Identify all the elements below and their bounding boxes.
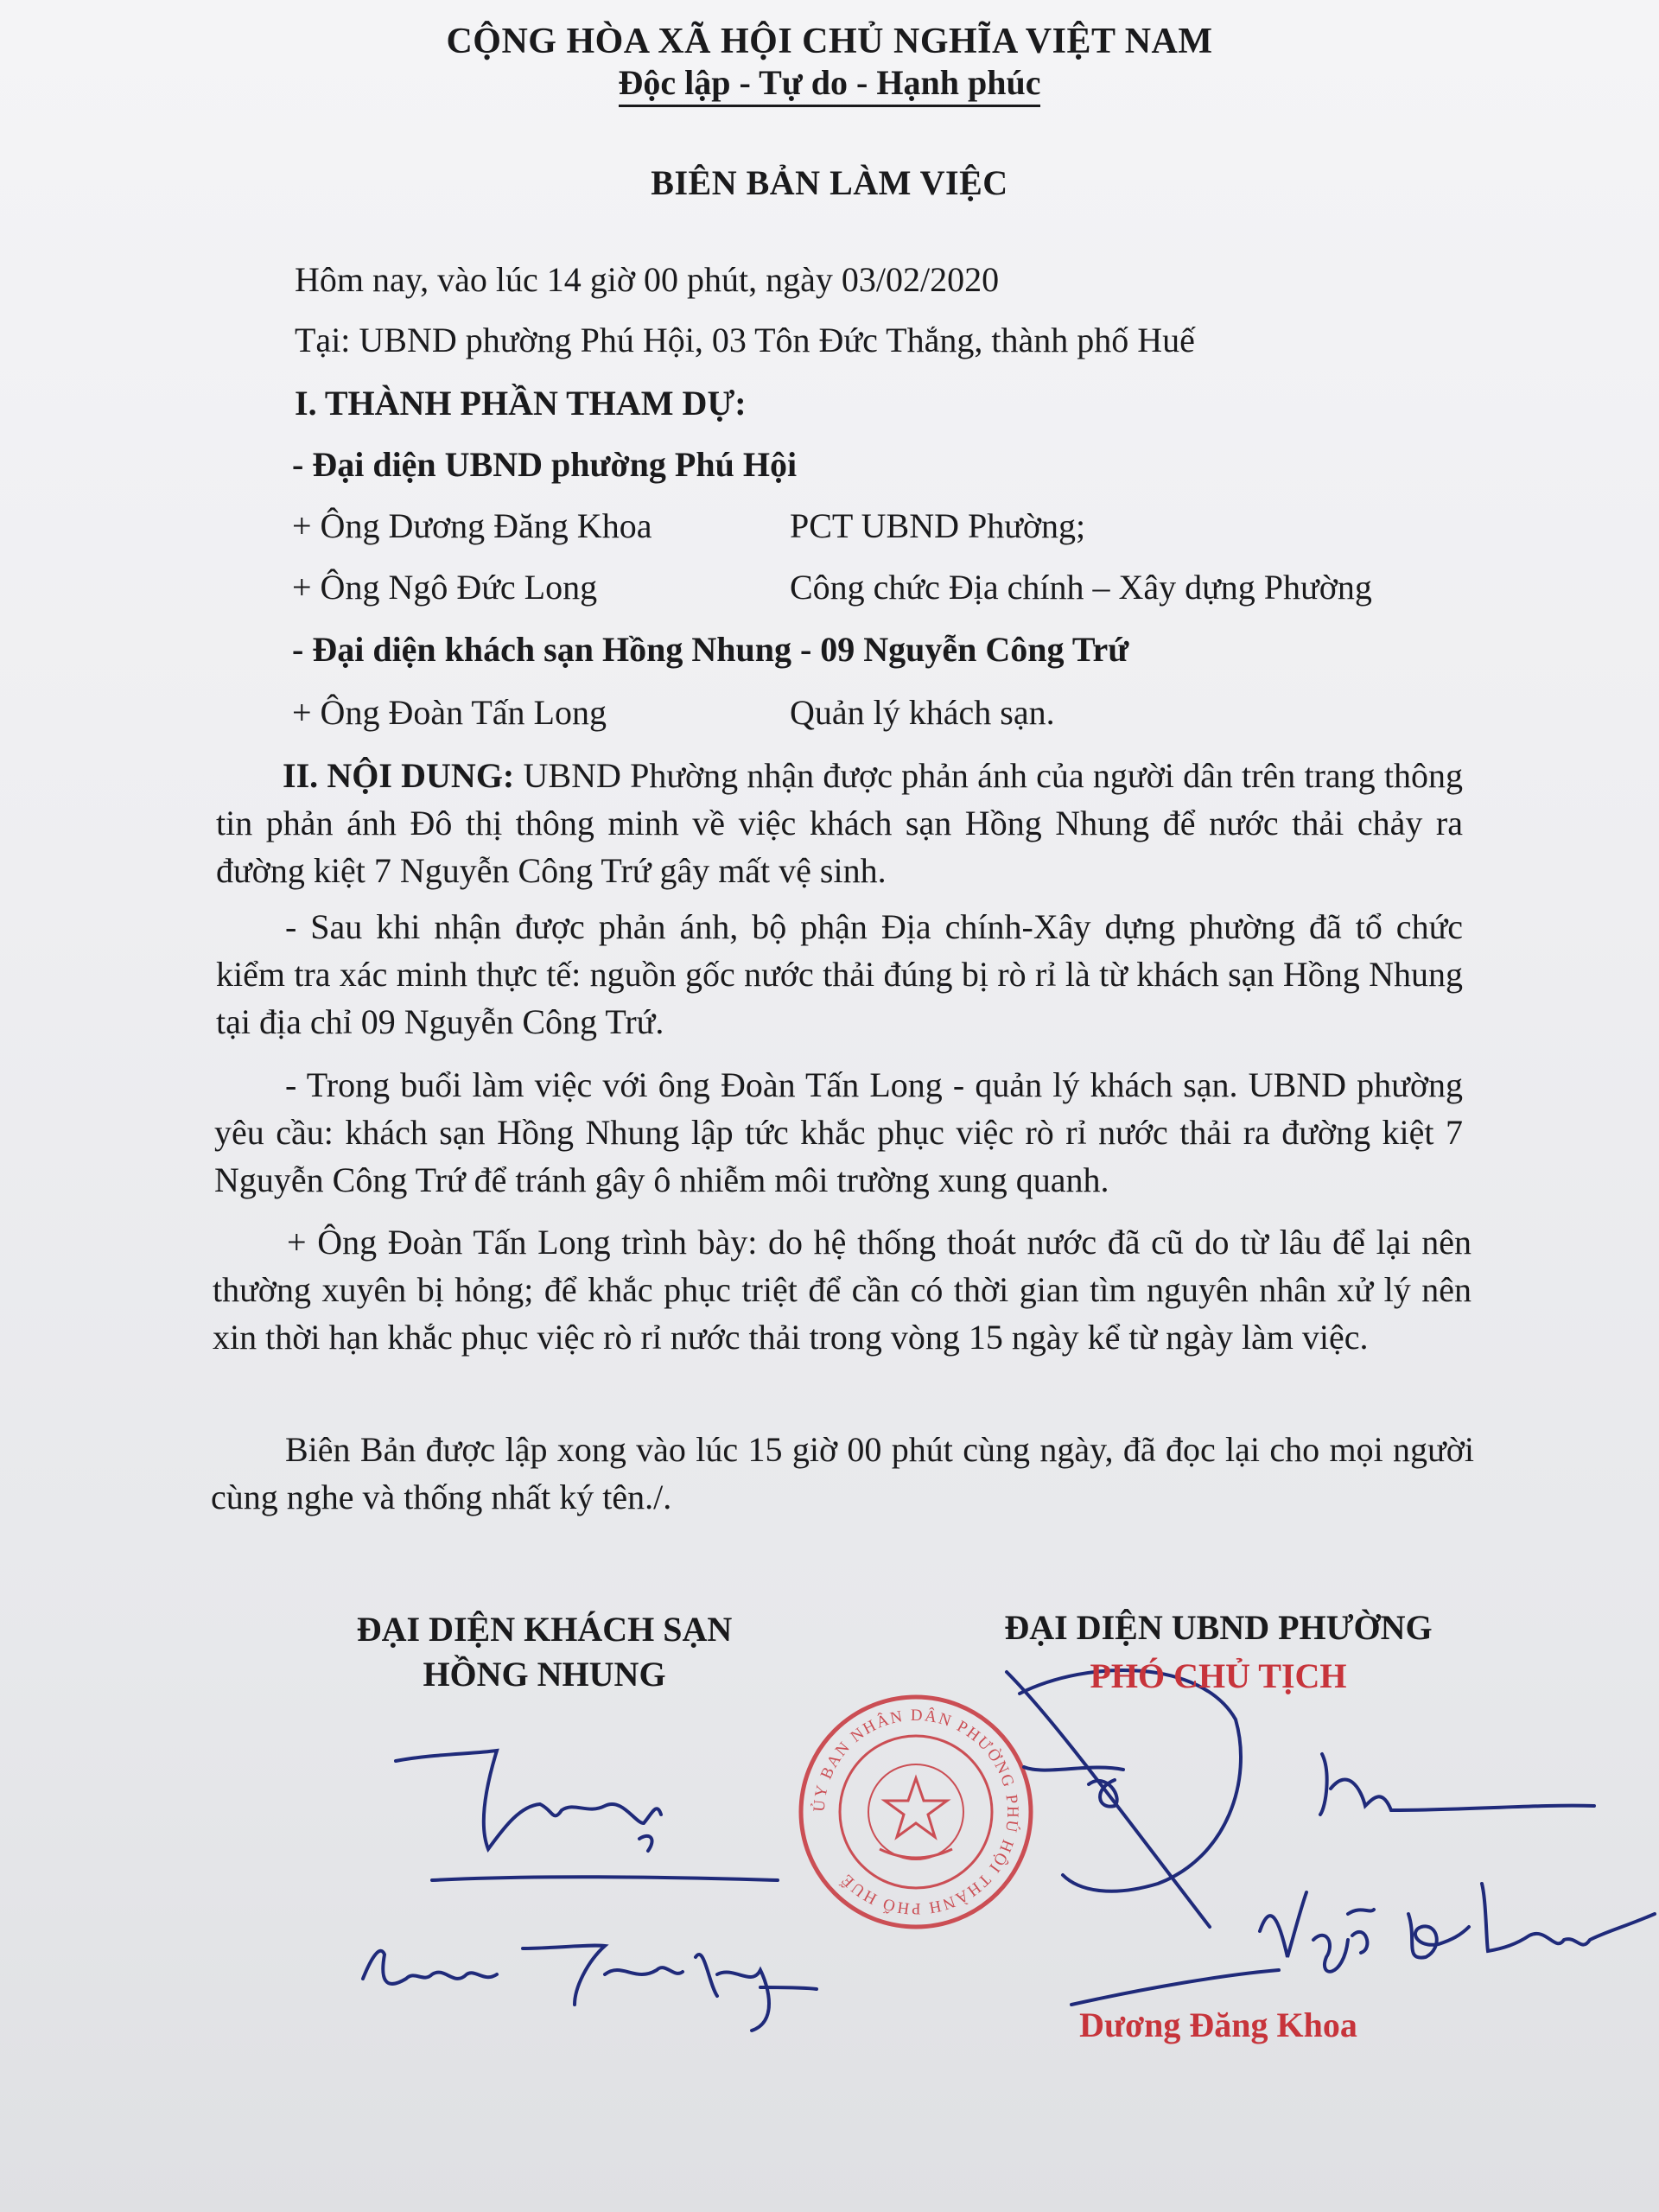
motto-text: Độc lập - Tự do - Hạnh phúc [619, 62, 1041, 107]
participant-3-role: Quản lý khách sạn. [790, 693, 1055, 732]
section1-heading: I. THÀNH PHẦN THAM DỰ: [295, 384, 747, 423]
participant-1-name: + Ông Dương Đăng Khoa [292, 506, 652, 545]
right-signatory-name: Dương Đăng Khoa [1079, 2005, 1357, 2044]
right-signatory-position: PHÓ CHỦ TỊCH [1090, 1656, 1347, 1695]
left-signatory-title-2: HỒNG NHUNG [423, 1655, 666, 1694]
participant-1-role: PCT UBND Phường; [790, 506, 1086, 545]
stamp-emblem [868, 1764, 963, 1859]
official-stamp [801, 1697, 1031, 1927]
intro-place: Tại: UBND phường Phú Hội, 03 Tôn Đức Thắng, thành phố Huế [295, 321, 1195, 359]
svg-text:ỦY BAN NHÂN DÂN PHƯỜNG PHÚ HỘI [810, 1706, 1022, 1917]
section2-p1-text: UBND Phường nhận được phản ánh của người dân trên trang thông tin phản ánh Đô thị thông minh về việc khách sạn Hồng Nhung để nước thải chảy ra đường kiệt 7 Nguyễn Công Trứ gây mất vệ sinh. [216, 756, 1464, 890]
stamp-ring-text: ỦY BAN NHÂN DÂN PHƯỜNG PHÚ HỘI THÀNH PHỐ HUẾ [810, 1706, 1022, 1918]
participant-2-role: Công chức Địa chính – Xây dựng Phường [790, 568, 1372, 607]
section2-paragraph-4: + Ông Đoàn Tấn Long trình bày: do hệ thống thoát nước đã cũ do từ lâu để lại nên thường xuyên bị hỏng; để khắc phục triệt để cần có thời gian tìm nguyên nhân xử lý nên xin thời hạn khắc phục việc rò rỉ nước thải trong vòng 15 ngày kể từ ngày làm việc. [213, 1223, 1471, 1357]
participant-3-name: + Ông Đoàn Tấn Long [292, 693, 607, 732]
national-title: CỘNG HÒA XÃ HỘI CHỦ NGHĨA VIỆT NAM [446, 22, 1213, 61]
intro-time: Hôm nay, vào lúc 14 giờ 00 phút, ngày 03/02/2020 [295, 260, 1000, 299]
section2-paragraph-2: - Sau khi nhận được phản ánh, bộ phận Địa chính-Xây dựng phường đã tổ chức kiểm tra xác minh thực tế: nguồn gốc nước thải đúng bị rò rỉ là từ khách sạn Hồng Nhung tại địa chỉ 09 Nguyễn Công Trứ. [216, 907, 1463, 1041]
document-title: BIÊN BẢN LÀM VIỆC [651, 163, 1008, 202]
section1-group2: - Đại diện khách sạn Hồng Nhung - 09 Nguyễn Công Trứ [292, 630, 1129, 669]
left-signature [396, 1751, 778, 1880]
section2-heading: II. NỘI DUNG: [283, 756, 515, 795]
left-handwritten-name [363, 1946, 817, 2031]
section2-paragraph-3: - Trong buổi làm việc với ông Đoàn Tấn Long - quản lý khách sạn. UBND phường yêu cầu: khách sạn Hồng Nhung lập tức khắc phục việc rò rỉ nước thải ra đường kiệt 7 Nguyễn Công Trứ để tránh gây ô nhiễm môi trường xung quanh. [214, 1065, 1463, 1199]
closing-paragraph: Biên Bản được lập xong vào lúc 15 giờ 00 phút cùng ngày, đã đọc lại cho mọi người cùng nghe và thống nhất ký tên./. [211, 1430, 1474, 1516]
left-signatory-title-1: ĐẠI DIỆN KHÁCH SẠN [356, 1610, 733, 1649]
section1-group1: - Đại diện UBND phường Phú Hội [292, 445, 798, 484]
right-signature [1007, 1670, 1655, 2005]
right-signatory-title: ĐẠI DIỆN UBND PHƯỜNG [1004, 1608, 1433, 1647]
participant-2-name: + Ông Ngô Đức Long [292, 568, 598, 607]
